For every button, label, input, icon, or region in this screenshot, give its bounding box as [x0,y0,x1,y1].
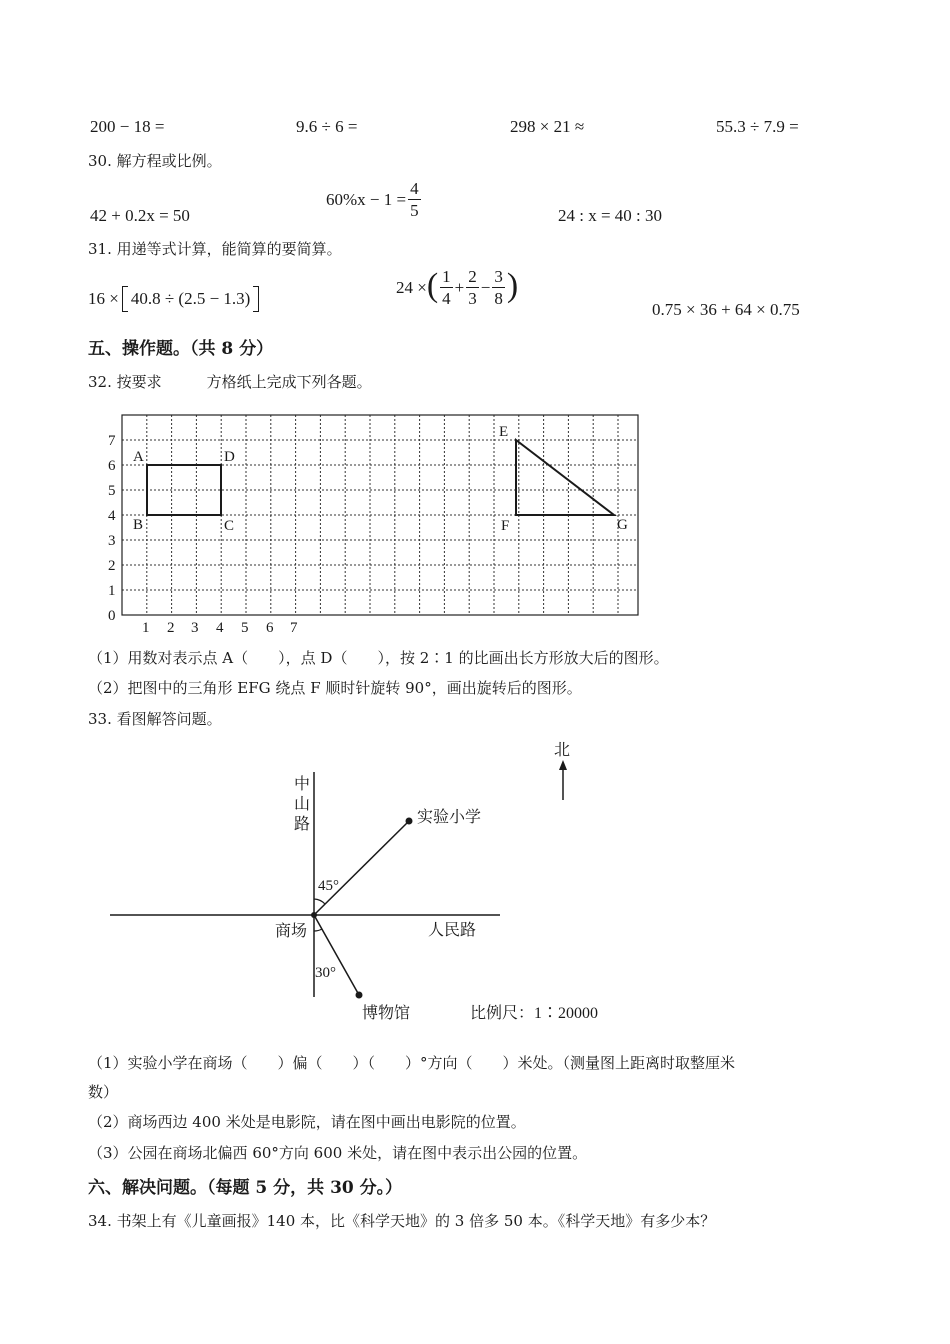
y-label-3: 3 [108,533,116,549]
fraction-numerator: 1 [442,267,451,286]
x-label-6: 6 [266,620,274,635]
point-label-e: E [499,424,509,440]
point-label-c: C [224,518,235,534]
q31-title: 31. 用递等式计算，能简算的要简算。 [88,240,342,258]
point-label-a: A [133,449,144,465]
y-label-1: 1 [108,583,116,599]
y-label-5: 5 [108,483,116,499]
right-bracket-icon [253,286,259,312]
q33-sub-2: （2）商场西边 400 米处是电影院，请在图中画出电影院的位置。 [88,1113,526,1131]
fraction-1-4 [440,268,453,307]
school-label: 实验小学 [417,809,482,826]
plus-sign: + [454,277,465,297]
minus-sign: − [480,277,491,297]
left-paren-icon: ( [426,266,439,304]
road-horizontal-label: 人民路 [428,922,477,939]
fraction-numerator: 3 [494,267,503,286]
mall-point [311,912,317,918]
x-label-3: 3 [191,620,199,635]
x-label-1: 1 [142,620,150,635]
q31-expression-3: 0.75 × 36 + 64 × 0.75 [652,300,800,319]
q30-eq2-left: 60%x − 1 = [326,189,407,209]
q30-equation-3: 24 : x = 40 : 30 [558,206,663,225]
mall-label: 商场 [275,923,308,940]
line-to-museum [314,915,359,995]
calc-4: 55.3 ÷ 7.9 = [716,117,799,136]
line-to-school [314,821,409,915]
x-label-5: 5 [241,620,249,635]
map-figure [100,735,640,1035]
y-label-6: 6 [108,458,116,474]
angle-arc-45 [314,899,325,904]
fraction-denominator: 4 [442,289,451,308]
section-5-title: 五、操作题。（共 8 分） [88,339,274,359]
grid-figure [100,410,650,635]
museum-label: 博物馆 [362,1005,411,1022]
calc-3: 298 × 21 ≈ [510,117,585,136]
y-label-4: 4 [108,508,116,524]
y-label-2: 2 [108,558,116,574]
q33-title: 33. 看图解答问题。 [88,710,222,728]
fraction-numerator: 2 [468,267,477,286]
fraction-denominator: 8 [494,289,503,308]
q31-expression-2 [396,268,518,307]
q30-equation-1: 42 + 0.2x = 50 [90,206,190,225]
q31-e1-inner: 40.8 ÷ (2.5 − 1.3) [130,289,251,308]
calc-1: 200 − 18 = [90,117,165,136]
x-label-7: 7 [290,620,298,635]
x-label-2: 2 [167,620,175,635]
q32-title: 32. 按要求 方格纸上完成下列各题。 [88,373,372,391]
q33-sub-1-line-2: 数） [88,1083,119,1101]
north-arrowhead-icon [559,760,567,770]
angle-arc-30 [314,929,322,931]
calc-2: 9.6 ÷ 6 = [296,117,358,136]
q33-sub-3: （3）公园在商场北偏西 60°方向 600 米处，请在图中表示出公园的位置。 [88,1144,588,1162]
point-label-b: B [133,517,144,533]
angle-45-label: 45° [318,878,339,894]
q30-eq2-fraction [408,180,421,219]
scale-label: 比例尺：1∶20000 [470,1005,599,1022]
point-label-f: F [501,518,510,534]
q31-e1-prefix: 16 × [88,289,119,308]
q30-title: 30. 解方程或比例。 [88,152,222,170]
north-label: 北 [554,742,571,759]
y-label-7: 7 [108,433,116,449]
fraction-2-3 [466,268,479,307]
school-point [406,818,413,825]
triangle-efg [516,440,614,515]
point-label-d: D [224,449,235,465]
fraction-denominator: 3 [468,289,477,308]
fraction-3-8 [492,268,505,307]
q32-sub-1: （1）用数对表示点 A（ ），点 D（ ），按 2∶1 的比画出长方形放大后的图形。 [88,649,669,667]
q30-equation-2 [326,180,423,219]
road-vertical-label: 中 山 路 [294,776,311,833]
q31-e2-prefix: 24 × [396,277,427,297]
museum-point [356,992,363,999]
x-label-4: 4 [216,620,224,635]
section-6-title: 六、解决问题。（每题 5 分，共 30 分。） [88,1178,403,1198]
y-label-0: 0 [108,608,116,624]
fraction-denominator: 5 [410,201,419,220]
q31-expression-1 [88,286,259,312]
q34-text: 34. 书架上有《儿童画报》140 本，比《科学天地》的 3 倍多 50 本。《科学天地》有多少本？ [88,1212,716,1230]
angle-30-label: 30° [315,965,336,981]
point-label-g: G [617,517,628,533]
q32-sub-2: （2）把图中的三角形 EFG 绕点 F 顺时针旋转 90°，画出旋转后的图形。 [88,679,582,697]
right-paren-icon: ) [506,266,519,304]
q33-sub-1-line-1: （1）实验小学在商场（ ）偏（ ）（ ）°方向（ ）米处。（测量图上距离时取整厘米 [88,1054,736,1072]
fraction-numerator: 4 [410,179,419,198]
